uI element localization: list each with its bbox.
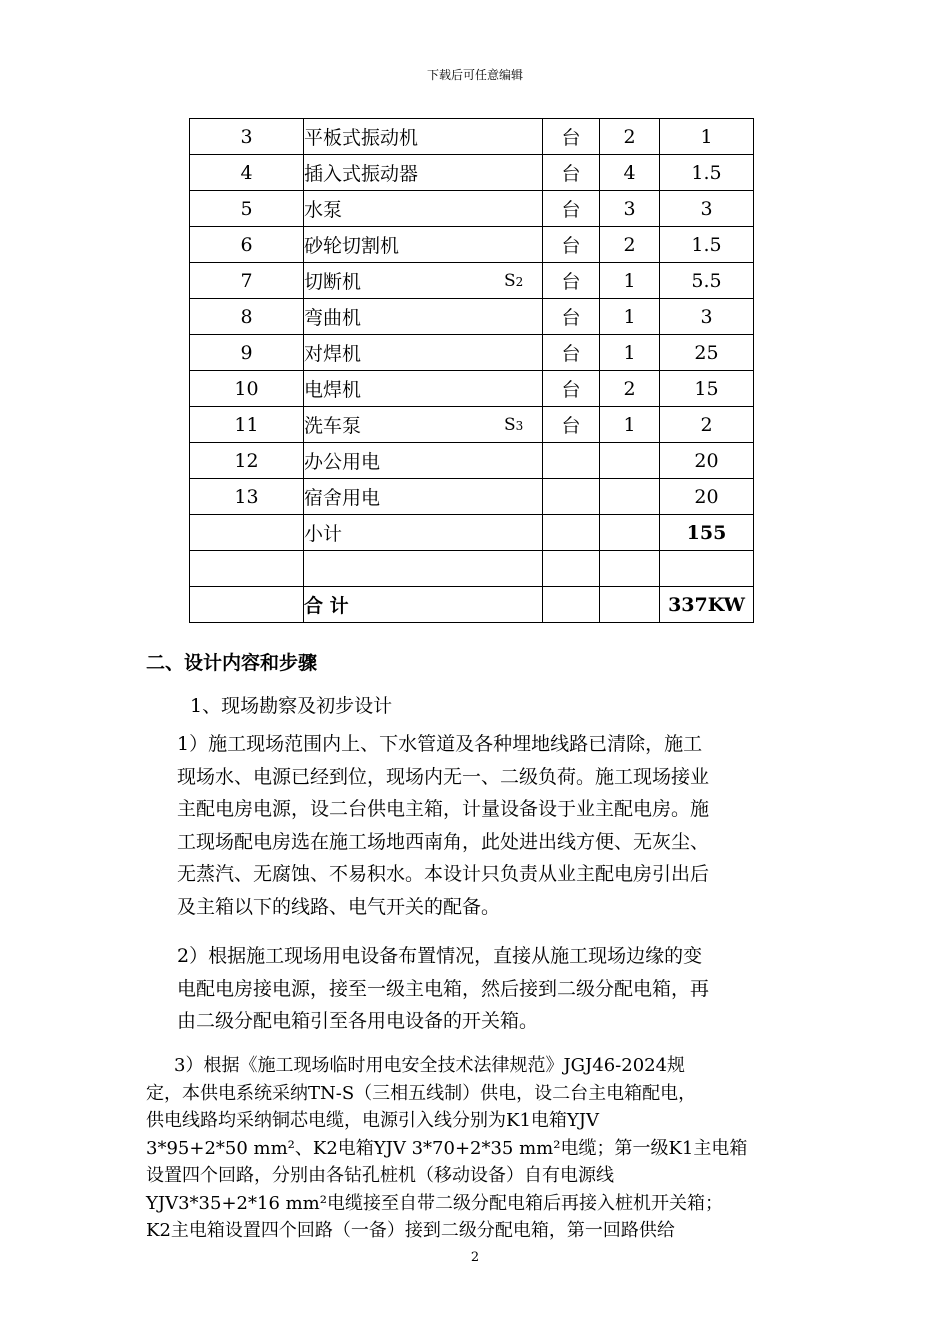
cell-unit (543, 587, 600, 623)
text-line: 主配电房电源，设二台供电主箱，计量设备设于业主配电房。施 (177, 798, 710, 820)
cell-quantity (600, 515, 660, 551)
text-line: 电配电房接电源，接至一级主电箱，然后接到二级分配电箱，再 (177, 977, 710, 1000)
text-line: 及主箱以下的线路、电气开关的配备。 (177, 895, 501, 918)
cell-equipment-name (304, 479, 543, 515)
page-number: 2 (470, 1250, 480, 1265)
table-row (190, 371, 754, 407)
cell-unit (543, 443, 600, 479)
paragraph-3 (146, 1052, 811, 1245)
cell-power: 3 (660, 191, 754, 227)
equipment-name: 电焊机 (304, 379, 362, 401)
cell-equipment-name (304, 515, 543, 551)
cell-number: 13 (190, 479, 304, 515)
cell-equipment-name (304, 587, 543, 623)
text-line: 3）根据《施工现场临时用电安全技术法律规范》JGJ46-2024规 (174, 1055, 686, 1076)
paragraph-2 (177, 940, 807, 1038)
table-row (190, 119, 754, 155)
cell-equipment-name (304, 551, 543, 587)
cell-equipment-name (304, 371, 543, 407)
cell-unit: 台 (543, 371, 600, 407)
cell-power: 155 (660, 515, 754, 551)
table-row (190, 335, 754, 371)
cell-quantity (600, 479, 660, 515)
text-line: K2主电箱设置四个回路（一备）接到二级分配电箱，第一回路供给 (146, 1220, 675, 1241)
cell-power: 5.5 (660, 263, 754, 299)
cell-number: 4 (190, 155, 304, 191)
cell-unit (543, 515, 600, 551)
cell-equipment-name (304, 191, 543, 227)
equipment-name: 弯曲机 (304, 307, 362, 329)
text-line: YJV3*35+2*16 mm²电缆接至自带二级分配电箱后再接入桩机开关箱； (146, 1192, 723, 1214)
cell-quantity: 1 (600, 299, 660, 335)
cell-number (190, 551, 304, 587)
equipment-name: 切断机 (304, 271, 362, 293)
cell-quantity (600, 551, 660, 587)
cell-quantity: 4 (600, 155, 660, 191)
cell-quantity: 2 (600, 227, 660, 263)
equipment-table (189, 118, 754, 623)
equipment-name: 洗车泵 (304, 415, 362, 437)
text-line: 3*95+2*50 mm²、K2电箱YJV 3*70+2*35 mm²电缆；第一级K1主电箱 (146, 1137, 748, 1159)
cell-unit (543, 479, 600, 515)
page-header: 下载后可任意编辑 (426, 68, 523, 82)
cell-equipment-name (304, 335, 543, 371)
cell-unit: 台 (543, 263, 600, 299)
equipment-name: 砂轮切割机 (304, 235, 400, 257)
text-line: 工现场配电房选在施工场地西南角，此处进出线方便、无灰尘、 (177, 830, 710, 853)
cell-power: 3 (660, 299, 754, 335)
cell-unit (543, 551, 600, 587)
text-line: 定，本供电系统采纳TN-S（三相五线制）供电，设二台主电箱配电， (146, 1082, 697, 1104)
equipment-name: 水泵 (304, 199, 343, 221)
cell-power: 20 (660, 443, 754, 479)
cell-number: 11 (190, 407, 304, 443)
cell-power: 15 (660, 371, 754, 407)
cell-quantity: 3 (600, 191, 660, 227)
cell-unit: 台 (543, 227, 600, 263)
cell-number: 5 (190, 191, 304, 227)
cell-power: 1 (660, 119, 754, 155)
circuit-label: S2 (504, 271, 524, 291)
cell-unit: 台 (543, 155, 600, 191)
cell-power: 20 (660, 479, 754, 515)
equipment-name: 小计 (304, 523, 343, 545)
table-row (190, 443, 754, 479)
step1-title: 1、现场勘察及初步设计 (190, 695, 393, 717)
equipment-name: 办公用电 (304, 451, 381, 473)
table-row (190, 299, 754, 335)
cell-quantity: 2 (600, 371, 660, 407)
cell-number (190, 587, 304, 623)
cell-quantity (600, 443, 660, 479)
equipment-name: 合 计 (304, 595, 349, 617)
cell-unit: 台 (543, 191, 600, 227)
cell-power: 2 (660, 407, 754, 443)
paragraph-1 (177, 728, 807, 923)
cell-equipment-name (304, 407, 543, 443)
circuit-label: S3 (504, 415, 524, 435)
table-row (190, 551, 754, 587)
table-row (190, 479, 754, 515)
section-heading: 二、设计内容和步骤 (146, 652, 318, 674)
cell-quantity (600, 587, 660, 623)
cell-power: 25 (660, 335, 754, 371)
cell-equipment-name (304, 155, 543, 191)
cell-quantity: 1 (600, 407, 660, 443)
text-line: 现场水、电源已经到位，现场内无一、二级负荷。施工现场接业 (177, 765, 710, 788)
cell-power: 337KW (660, 587, 754, 623)
cell-quantity: 2 (600, 119, 660, 155)
table-row (190, 407, 754, 443)
equipment-name: 宿舍用电 (304, 487, 381, 509)
cell-unit: 台 (543, 299, 600, 335)
table-row (190, 515, 754, 551)
cell-number: 3 (190, 119, 304, 155)
cell-quantity: 1 (600, 335, 660, 371)
cell-number: 8 (190, 299, 304, 335)
table-row (190, 587, 754, 623)
cell-number: 9 (190, 335, 304, 371)
cell-power: 1.5 (660, 155, 754, 191)
table-row (190, 263, 754, 299)
cell-number: 12 (190, 443, 304, 479)
text-line: 2）根据施工现场用电设备布置情况，直接从施工现场边缘的变 (177, 945, 703, 967)
cell-number: 6 (190, 227, 304, 263)
text-line: 1）施工现场范围内上、下水管道及各种埋地线路已清除，施工 (177, 733, 703, 755)
cell-number (190, 515, 304, 551)
cell-equipment-name (304, 263, 543, 299)
cell-equipment-name (304, 119, 543, 155)
text-line: 由二级分配电箱引至各用电设备的开关箱。 (177, 1010, 539, 1032)
cell-power (660, 551, 754, 587)
text-line: 供电线路均采纳铜芯电缆，电源引入线分别为K1电箱YJV (146, 1110, 599, 1131)
table-row (190, 191, 754, 227)
cell-number: 7 (190, 263, 304, 299)
cell-unit: 台 (543, 119, 600, 155)
cell-equipment-name (304, 299, 543, 335)
cell-power: 1.5 (660, 227, 754, 263)
cell-equipment-name (304, 227, 543, 263)
cell-unit: 台 (543, 335, 600, 371)
table-row (190, 227, 754, 263)
text-line: 设置四个回路，分别由各钻孔桩机（移动设备）自有电源线 (146, 1165, 614, 1186)
cell-number: 10 (190, 371, 304, 407)
equipment-name: 插入式振动器 (304, 163, 419, 185)
equipment-name: 平板式振动机 (304, 127, 419, 149)
cell-quantity: 1 (600, 263, 660, 299)
text-line: 无蒸汽、无腐蚀、不易积水。本设计只负责从业主配电房引出后 (177, 863, 710, 885)
cell-equipment-name (304, 443, 543, 479)
table-row (190, 155, 754, 191)
equipment-name: 对焊机 (304, 343, 362, 365)
cell-unit: 台 (543, 407, 600, 443)
